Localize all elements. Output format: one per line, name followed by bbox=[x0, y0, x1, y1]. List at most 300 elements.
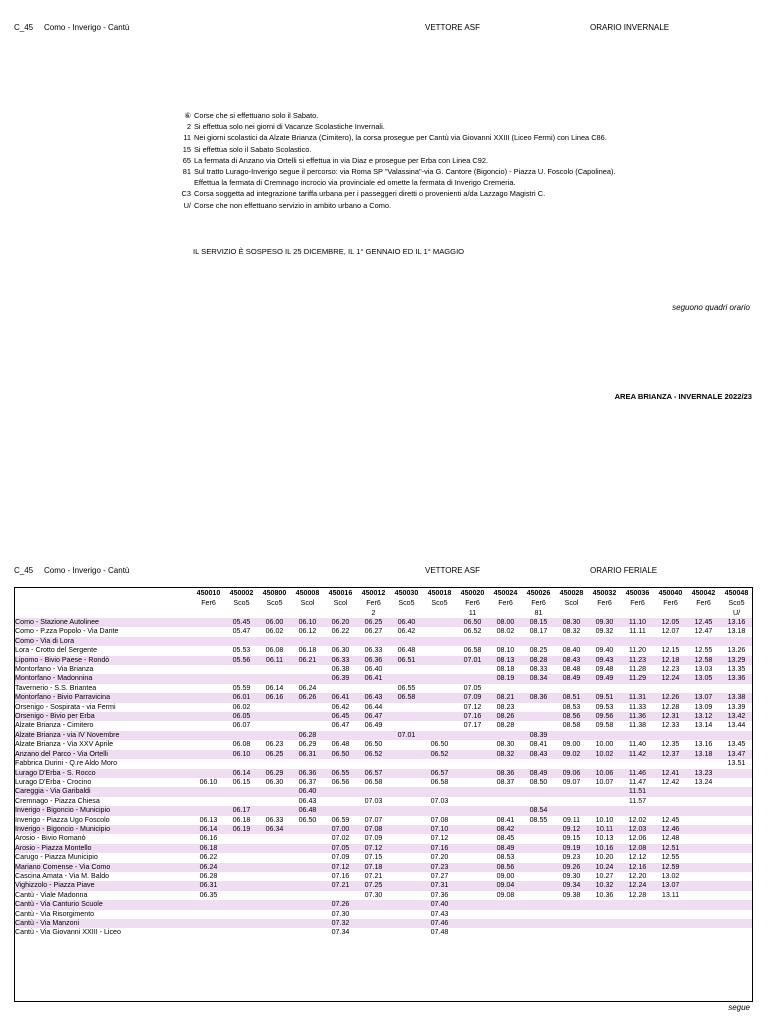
table-row bbox=[14, 618, 753, 627]
departure-time bbox=[192, 900, 225, 909]
departure-time bbox=[522, 900, 555, 909]
departure-time bbox=[456, 797, 489, 806]
departure-time bbox=[555, 910, 588, 919]
departure-time: 08.43 bbox=[522, 750, 555, 759]
table-row bbox=[14, 844, 753, 853]
table-row bbox=[14, 900, 753, 909]
departure-time bbox=[456, 665, 489, 674]
departure-time: 09.07 bbox=[555, 778, 588, 787]
departure-time bbox=[720, 684, 753, 693]
departure-time: 06.50 bbox=[456, 618, 489, 627]
footer-note: segue bbox=[728, 1003, 750, 1012]
departure-time bbox=[456, 863, 489, 872]
departure-time: 08.50 bbox=[522, 778, 555, 787]
departure-time bbox=[489, 900, 522, 909]
departure-time bbox=[225, 900, 258, 909]
departure-time bbox=[522, 891, 555, 900]
departure-time bbox=[291, 834, 324, 843]
departure-time: 06.24 bbox=[192, 863, 225, 872]
departure-time bbox=[687, 797, 720, 806]
departure-time: 06.19 bbox=[225, 825, 258, 834]
departure-time bbox=[588, 910, 621, 919]
departure-time bbox=[522, 872, 555, 881]
departure-time bbox=[258, 844, 291, 853]
departure-time bbox=[456, 759, 489, 768]
departure-time: 10.06 bbox=[588, 769, 621, 778]
departure-time bbox=[192, 618, 225, 627]
departure-time bbox=[720, 637, 753, 646]
departure-time bbox=[456, 750, 489, 759]
run-days: Sco5 bbox=[233, 599, 250, 607]
departure-time: 11.28 bbox=[621, 665, 654, 674]
run-days: Fer6 bbox=[465, 599, 480, 607]
departure-time bbox=[522, 703, 555, 712]
departure-time: 09.32 bbox=[588, 627, 621, 636]
departure-time bbox=[621, 731, 654, 740]
departure-time: 06.24 bbox=[291, 684, 324, 693]
run-days: Fer6 bbox=[663, 599, 678, 607]
departure-time bbox=[390, 816, 423, 825]
departure-time: 12.42 bbox=[654, 778, 687, 787]
departure-time bbox=[324, 684, 357, 693]
stop-name: Cantù - Via Giovanni XXIII - Liceo bbox=[14, 928, 192, 937]
table-row bbox=[14, 834, 753, 843]
departure-time bbox=[258, 637, 291, 646]
departure-time bbox=[456, 825, 489, 834]
note-text: Effettua la fermata di Cremnago incrocio via provinciale ed omette la fermata di Inverigo Cremeria. bbox=[194, 178, 516, 188]
departure-time bbox=[390, 778, 423, 787]
note-item bbox=[178, 177, 616, 188]
departure-time bbox=[390, 787, 423, 796]
departure-time bbox=[423, 618, 456, 627]
departure-time: 07.02 bbox=[324, 834, 357, 843]
departure-time bbox=[258, 872, 291, 881]
departure-time: 06.43 bbox=[291, 797, 324, 806]
departure-time: 07.09 bbox=[456, 693, 489, 702]
departure-time bbox=[192, 750, 225, 759]
departure-time bbox=[225, 674, 258, 683]
departure-time bbox=[258, 721, 291, 730]
departure-time: 12.55 bbox=[654, 853, 687, 862]
departure-time bbox=[225, 863, 258, 872]
table-row bbox=[14, 684, 753, 693]
departure-time bbox=[720, 872, 753, 881]
departure-time: 12.47 bbox=[687, 627, 720, 636]
departure-time: 07.46 bbox=[423, 919, 456, 928]
departure-time bbox=[291, 844, 324, 853]
note-text: Sul tratto Lurago-Inverigo segue il percorso: via Roma SP "Valassina"-via G. Cantore (Bigoncio) - Piazza U. Foscolo (Capolinea). bbox=[194, 167, 616, 177]
departure-time: 13.07 bbox=[687, 693, 720, 702]
departure-time: 12.23 bbox=[654, 665, 687, 674]
departure-time: 07.21 bbox=[324, 881, 357, 890]
stop-name: Como - Via di Lora bbox=[14, 637, 192, 646]
table-row bbox=[14, 740, 753, 749]
departure-time: 06.02 bbox=[225, 703, 258, 712]
note-text: Corse che si effettuano solo il Sabato. bbox=[194, 111, 319, 120]
departure-time: 07.05 bbox=[324, 844, 357, 853]
departure-time: 07.09 bbox=[357, 834, 390, 843]
stop-name: Arosio - Bivio Romanò bbox=[14, 834, 192, 843]
run-number: 450008 bbox=[295, 589, 320, 597]
departure-time: 06.14 bbox=[192, 825, 225, 834]
departure-time bbox=[654, 919, 687, 928]
departure-time bbox=[291, 703, 324, 712]
departure-time bbox=[588, 928, 621, 937]
departure-time: 07.17 bbox=[456, 721, 489, 730]
follow-note: seguono quadri orario bbox=[672, 303, 750, 312]
run-number: 450002 bbox=[229, 589, 254, 597]
departure-time bbox=[192, 627, 225, 636]
departure-time bbox=[720, 778, 753, 787]
departure-time bbox=[522, 863, 555, 872]
departure-time: 05.59 bbox=[225, 684, 258, 693]
departure-time bbox=[621, 919, 654, 928]
departure-time bbox=[291, 759, 324, 768]
departure-time bbox=[225, 665, 258, 674]
departure-time bbox=[588, 806, 621, 815]
departure-time bbox=[390, 834, 423, 843]
departure-time bbox=[423, 646, 456, 655]
departure-time: 08.37 bbox=[489, 778, 522, 787]
note-text: Corse che non effettuano servizio in ambito urbano a Como. bbox=[194, 200, 392, 210]
departure-time: 07.03 bbox=[357, 797, 390, 806]
stop-name: Cremnago - Piazza Chiesa bbox=[14, 797, 192, 806]
departure-time bbox=[687, 759, 720, 768]
stop-name: Mariano Comense - Via Como bbox=[14, 863, 192, 872]
departure-time bbox=[324, 759, 357, 768]
departure-time bbox=[555, 928, 588, 937]
departure-time bbox=[555, 919, 588, 928]
departure-time: 12.28 bbox=[654, 703, 687, 712]
departure-time: 06.33 bbox=[357, 646, 390, 655]
table-row bbox=[14, 637, 753, 646]
departure-time bbox=[225, 787, 258, 796]
departure-time: 10.07 bbox=[588, 778, 621, 787]
stop-name: Cantù - Via Manzoni bbox=[14, 919, 192, 928]
departure-time bbox=[522, 881, 555, 890]
departure-time bbox=[588, 759, 621, 768]
departure-time bbox=[291, 853, 324, 862]
departure-time: 09.43 bbox=[588, 656, 621, 665]
departure-time bbox=[687, 787, 720, 796]
departure-time: 06.40 bbox=[291, 787, 324, 796]
departure-time bbox=[456, 731, 489, 740]
departure-time: 07.01 bbox=[456, 656, 489, 665]
departure-time: 06.25 bbox=[258, 750, 291, 759]
departure-time bbox=[654, 637, 687, 646]
departure-time: 07.23 bbox=[423, 863, 456, 872]
departure-time bbox=[720, 863, 753, 872]
departure-time: 07.34 bbox=[324, 928, 357, 937]
departure-time bbox=[654, 928, 687, 937]
stop-name: Arosio - Piazza Montello bbox=[14, 844, 192, 853]
departure-time bbox=[357, 684, 390, 693]
table-row bbox=[14, 816, 753, 825]
departure-time bbox=[588, 731, 621, 740]
departure-time: 08.02 bbox=[489, 627, 522, 636]
departure-time bbox=[192, 910, 225, 919]
table-row bbox=[14, 665, 753, 674]
departure-time bbox=[225, 872, 258, 881]
departure-time: 11.20 bbox=[621, 646, 654, 655]
departure-time bbox=[324, 787, 357, 796]
departure-time: 06.07 bbox=[225, 721, 258, 730]
departure-time bbox=[258, 928, 291, 937]
departure-time: 09.38 bbox=[555, 891, 588, 900]
departure-time: 09.34 bbox=[555, 881, 588, 890]
departure-time: 08.18 bbox=[489, 665, 522, 674]
departure-time bbox=[390, 674, 423, 683]
departure-time: 13.12 bbox=[687, 712, 720, 721]
departure-time bbox=[423, 674, 456, 683]
departure-time: 13.09 bbox=[687, 703, 720, 712]
departure-time bbox=[456, 900, 489, 909]
departure-time: 06.48 bbox=[324, 740, 357, 749]
departure-time bbox=[291, 637, 324, 646]
departure-time: 12.02 bbox=[621, 816, 654, 825]
departure-time bbox=[390, 769, 423, 778]
departure-time: 13.35 bbox=[720, 665, 753, 674]
stop-name: Orsenigo - Bivio per Erba bbox=[14, 712, 192, 721]
note-item bbox=[178, 144, 616, 155]
departure-time: 10.13 bbox=[588, 834, 621, 843]
departure-time bbox=[258, 863, 291, 872]
departure-time bbox=[522, 712, 555, 721]
departure-time: 10.32 bbox=[588, 881, 621, 890]
departure-time: 09.26 bbox=[555, 863, 588, 872]
departure-time: 07.20 bbox=[423, 853, 456, 862]
departure-time: 09.06 bbox=[555, 769, 588, 778]
departure-time bbox=[192, 919, 225, 928]
departure-time: 05.45 bbox=[225, 618, 258, 627]
departure-time bbox=[687, 816, 720, 825]
note-item bbox=[178, 110, 616, 121]
departure-time: 08.32 bbox=[489, 750, 522, 759]
departure-time bbox=[225, 844, 258, 853]
departure-time bbox=[357, 910, 390, 919]
run-days: Fer6 bbox=[531, 599, 546, 607]
departure-time: 12.12 bbox=[621, 853, 654, 862]
run-note bbox=[192, 608, 225, 618]
run-days: Sco5 bbox=[431, 599, 448, 607]
stop-name: Como - Stazione Autolinee bbox=[14, 618, 192, 627]
departure-time: 08.19 bbox=[489, 674, 522, 683]
departure-time bbox=[390, 712, 423, 721]
departure-time bbox=[291, 665, 324, 674]
departure-time: 09.58 bbox=[588, 721, 621, 730]
departure-time bbox=[357, 759, 390, 768]
departure-time: 06.44 bbox=[357, 703, 390, 712]
stop-name: Fabbrica Durini - Q.re Aldo Moro bbox=[14, 759, 192, 768]
departure-time bbox=[720, 891, 753, 900]
departure-time bbox=[192, 637, 225, 646]
departure-time bbox=[489, 731, 522, 740]
departure-time bbox=[456, 674, 489, 683]
departure-time: 06.45 bbox=[324, 712, 357, 721]
departure-time: 06.41 bbox=[324, 693, 357, 702]
departure-time: 06.35 bbox=[192, 891, 225, 900]
departure-time: 12.45 bbox=[687, 618, 720, 627]
note-item bbox=[178, 166, 616, 177]
table-row bbox=[14, 853, 753, 862]
departure-time bbox=[291, 674, 324, 683]
stop-name: Lurago D'Erba - Crocino bbox=[14, 778, 192, 787]
departure-time: 12.35 bbox=[654, 740, 687, 749]
departure-time: 12.26 bbox=[654, 693, 687, 702]
departure-time bbox=[324, 891, 357, 900]
table-row bbox=[14, 646, 753, 655]
departure-time bbox=[720, 797, 753, 806]
departure-time: 08.13 bbox=[489, 656, 522, 665]
departure-time: 06.34 bbox=[258, 825, 291, 834]
doc-line-code: C_45 bbox=[14, 23, 34, 32]
doc-route-name: Como - Inverigo - Cantù bbox=[44, 23, 130, 32]
departure-time: 06.22 bbox=[324, 627, 357, 636]
departure-time: 07.15 bbox=[357, 853, 390, 862]
departure-time: 08.28 bbox=[522, 656, 555, 665]
departure-time bbox=[390, 806, 423, 815]
notes-legend bbox=[178, 110, 616, 211]
run-number: 450018 bbox=[427, 589, 452, 597]
departure-time: 12.05 bbox=[654, 618, 687, 627]
header-blank bbox=[14, 598, 192, 608]
departure-time bbox=[423, 703, 456, 712]
departure-time bbox=[225, 919, 258, 928]
departure-time: 08.25 bbox=[522, 646, 555, 655]
departure-time: 13.45 bbox=[720, 740, 753, 749]
run-days: Fer6 bbox=[696, 599, 711, 607]
departure-time: 07.30 bbox=[357, 891, 390, 900]
table-row bbox=[14, 919, 753, 928]
departure-time bbox=[225, 891, 258, 900]
departure-time bbox=[456, 910, 489, 919]
departure-time: 06.36 bbox=[357, 656, 390, 665]
run-number: 450010 bbox=[196, 589, 221, 597]
run-note bbox=[687, 608, 720, 618]
departure-time: 10.02 bbox=[588, 750, 621, 759]
departure-time: 12.16 bbox=[621, 863, 654, 872]
departure-time: 13.24 bbox=[687, 778, 720, 787]
run-number: 450026 bbox=[526, 589, 551, 597]
note-item bbox=[178, 200, 616, 211]
departure-time: 11.38 bbox=[621, 721, 654, 730]
departure-time bbox=[291, 919, 324, 928]
departure-time bbox=[621, 928, 654, 937]
departure-time bbox=[489, 928, 522, 937]
departure-time bbox=[423, 627, 456, 636]
departure-time bbox=[687, 844, 720, 853]
departure-time: 06.47 bbox=[324, 721, 357, 730]
departure-time bbox=[654, 910, 687, 919]
departure-time: 13.16 bbox=[720, 618, 753, 627]
departure-time: 07.05 bbox=[456, 684, 489, 693]
departure-time: 06.26 bbox=[291, 693, 324, 702]
departure-time: 08.48 bbox=[555, 665, 588, 674]
departure-time: 06.21 bbox=[291, 656, 324, 665]
departure-time bbox=[258, 787, 291, 796]
service-notice: IL SERVIZIO È SOSPESO IL 25 DICEMBRE, IL 1° GENNAIO ED IL 1° MAGGIO bbox=[193, 247, 465, 256]
departure-time: 13.02 bbox=[654, 872, 687, 881]
departure-time bbox=[291, 863, 324, 872]
departure-time bbox=[258, 797, 291, 806]
run-note bbox=[390, 608, 423, 618]
departure-time bbox=[456, 637, 489, 646]
departure-time: 06.20 bbox=[324, 618, 357, 627]
departure-time bbox=[390, 740, 423, 749]
departure-time bbox=[258, 665, 291, 674]
departure-time: 12.08 bbox=[621, 844, 654, 853]
departure-time bbox=[423, 759, 456, 768]
departure-time: 06.40 bbox=[357, 665, 390, 674]
departure-time bbox=[423, 637, 456, 646]
departure-time: 08.00 bbox=[489, 618, 522, 627]
departure-time: 06.58 bbox=[390, 693, 423, 702]
departure-time: 10.27 bbox=[588, 872, 621, 881]
departure-time bbox=[522, 637, 555, 646]
departure-time: 06.22 bbox=[192, 853, 225, 862]
departure-time bbox=[489, 787, 522, 796]
departure-time: 07.48 bbox=[423, 928, 456, 937]
table-route-name: Como - Inverigo - Cantù bbox=[44, 566, 130, 575]
departure-time bbox=[687, 863, 720, 872]
stop-name: Inverigo - Piazza Ugo Foscolo bbox=[14, 816, 192, 825]
departure-time: 08.41 bbox=[522, 740, 555, 749]
departure-time bbox=[522, 853, 555, 862]
departure-time: 12.48 bbox=[654, 834, 687, 843]
table-line-code: C_45 bbox=[14, 566, 34, 575]
departure-time bbox=[423, 693, 456, 702]
run-number: 450024 bbox=[493, 589, 518, 597]
departure-time bbox=[390, 797, 423, 806]
departure-time bbox=[390, 863, 423, 872]
departure-time bbox=[720, 825, 753, 834]
departure-time bbox=[390, 919, 423, 928]
departure-time: 09.00 bbox=[489, 872, 522, 881]
departure-time bbox=[225, 637, 258, 646]
departure-time: 07.27 bbox=[423, 872, 456, 881]
departure-time bbox=[621, 637, 654, 646]
departure-time: 07.30 bbox=[324, 910, 357, 919]
departure-time: 05.53 bbox=[225, 646, 258, 655]
table-row bbox=[14, 797, 753, 806]
departure-time: 06.00 bbox=[258, 618, 291, 627]
departure-time: 07.36 bbox=[423, 891, 456, 900]
run-note: U/ bbox=[732, 609, 741, 617]
departure-time: 06.29 bbox=[258, 769, 291, 778]
departure-time: 06.33 bbox=[324, 656, 357, 665]
departure-time: 06.30 bbox=[258, 778, 291, 787]
table-row bbox=[14, 825, 753, 834]
departure-time: 13.07 bbox=[654, 881, 687, 890]
departure-time bbox=[390, 721, 423, 730]
departure-time bbox=[588, 637, 621, 646]
departure-time bbox=[489, 759, 522, 768]
departure-time bbox=[456, 853, 489, 862]
departure-time bbox=[456, 740, 489, 749]
departure-time: 13.36 bbox=[720, 674, 753, 683]
departure-time bbox=[192, 656, 225, 665]
departure-time bbox=[258, 853, 291, 862]
departure-time: 07.26 bbox=[324, 900, 357, 909]
stop-name: Lurago D'Erba - S. Rocco bbox=[14, 769, 192, 778]
departure-time: 08.40 bbox=[555, 646, 588, 655]
departure-time: 07.07 bbox=[357, 816, 390, 825]
departure-time bbox=[225, 881, 258, 890]
departure-time: 12.41 bbox=[654, 769, 687, 778]
departure-time: 08.54 bbox=[522, 806, 555, 815]
departure-time bbox=[654, 759, 687, 768]
departure-time: 08.15 bbox=[522, 618, 555, 627]
